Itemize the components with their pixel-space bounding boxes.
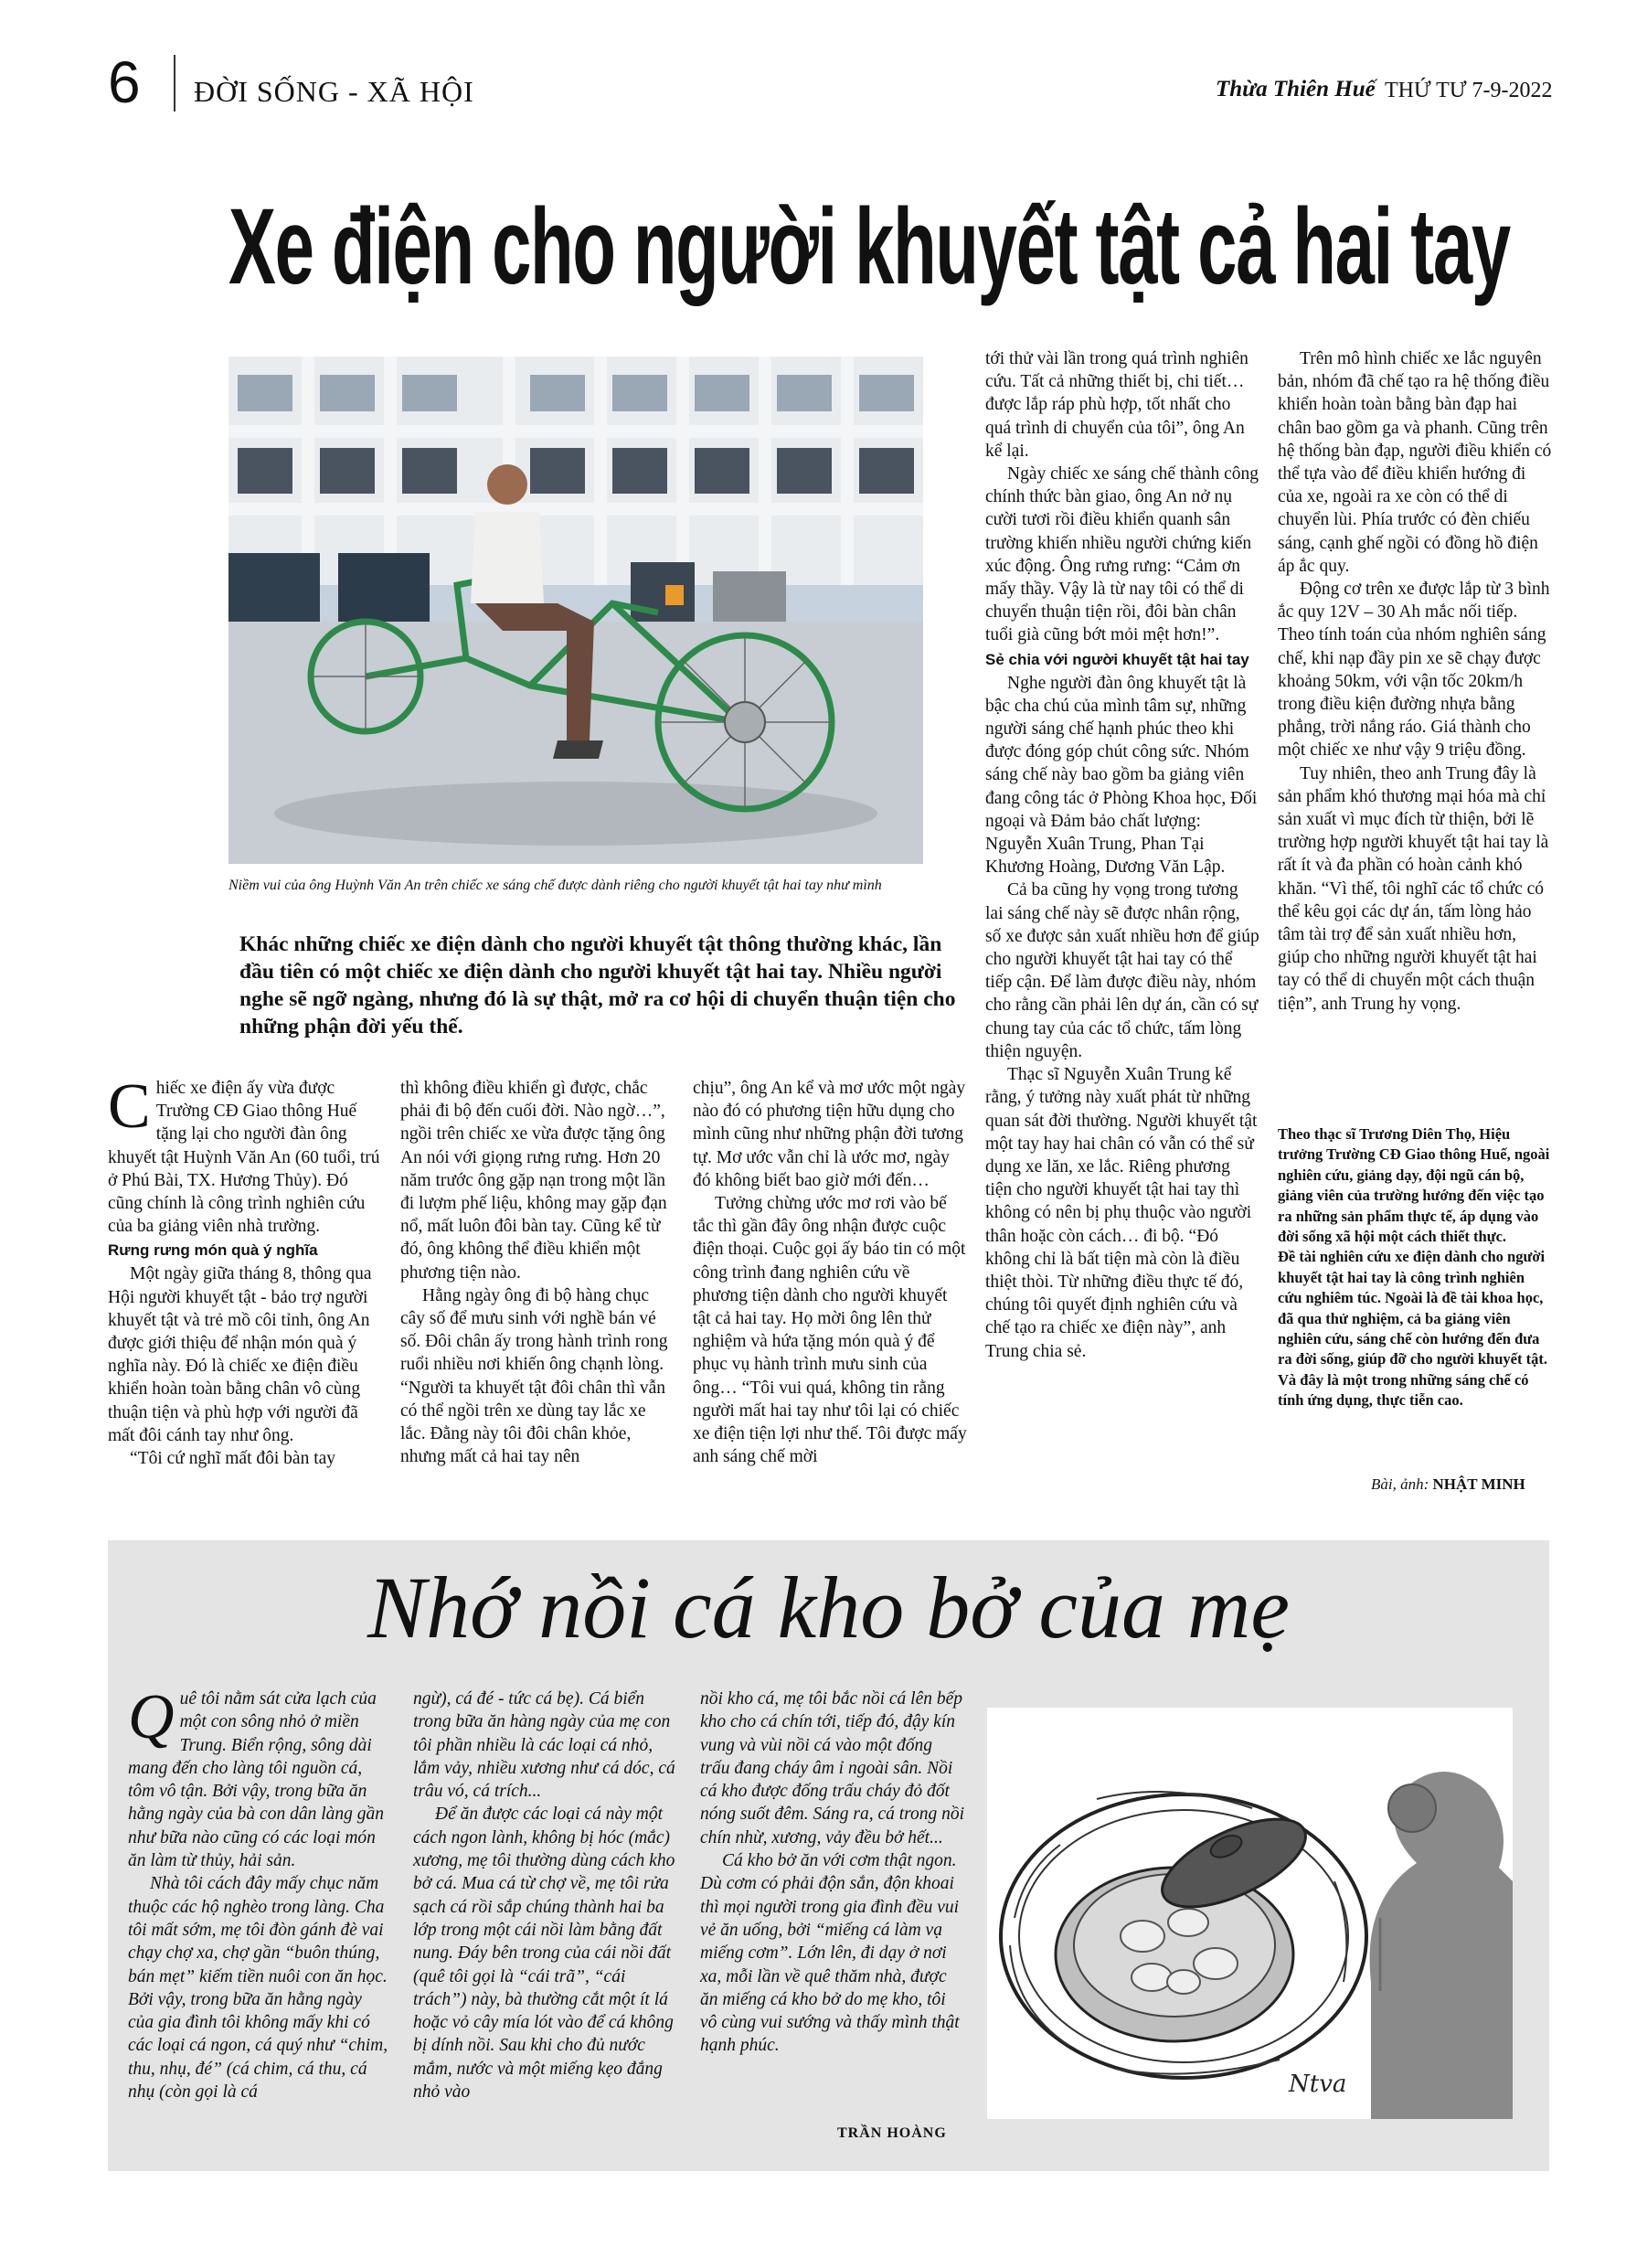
header-divider xyxy=(174,55,175,112)
paragraph: chịu”, ông An kể và mơ ước một ngày nào đó có phương tiện hữu dụng cho mình cũng như những phận đời tương tự. Mơ ước vẫn chỉ là ước mơ, ngày đó không biết bao giờ mới đến… xyxy=(693,1079,966,1190)
dropcap: C xyxy=(108,1071,151,1142)
paragraph: Tuy nhiên, theo anh Trung đây là sản phẩm khó thương mại hóa mà chỉ sản xuất vì mục đích từ thiện, bởi lẽ trường hợp người khuyết tật hai tay là rất ít và đa phần có hoàn cảnh khó khăn. “Vì thế, tôi nghĩ các tổ chức có thể kêu gọi các dự án, tấm lòng hảo tâm tài trợ để sản xuất nhiều hơn, giúp cho những người khuyết tật hai tay có thể di chuyển một cách thuận tiện”, anh Trung hy vọng. xyxy=(1278,763,1549,1014)
article-byline xyxy=(1371,1475,1525,1494)
fish-pot-illustration xyxy=(987,1708,1513,2119)
paragraph: Đề tài nghiên cứu xe điện dành cho người khuyết tật hai tay là công trình nghiên cứu nghiêm túc. Ngoài là đề tài khoa học, đã qua thử nghiệm, cả ba giảng viên nghiên cứu, sáng chế còn hướng đến đưa ra đời sống, giúp đỡ cho người khuyết tật. Và đây là một trong những sáng chế có tính ứng dụng, thực tiễn cao. xyxy=(1278,1248,1547,1410)
article1-column-4 xyxy=(985,347,1259,1363)
article2-column-2 xyxy=(413,1688,678,2103)
illustration-signature: Ntva xyxy=(1289,2071,1347,2098)
article-headline: Xe điện cho người khuyết tật cả hai tay xyxy=(228,186,1510,307)
paragraph: “Tôi cứ nghĩ mất đôi bàn tay xyxy=(130,1449,336,1469)
paragraph: hiếc xe điện ấy vừa được Trường CĐ Giao thông Huế tặng lại cho người đàn ông khuyết tật Huỳnh Văn An (60 tuổi, trú ở Phú Bài, TX. Hương Thủy). Đó cũng chính là công trình nghiên cứu của ba giảng viên nhà trường. xyxy=(108,1079,380,1237)
page-number: 6 xyxy=(108,49,141,115)
paragraph: Nhà tôi cách đây mấy chục năm thuộc các hộ nghèo trong làng. Cha tôi mất sớm, mẹ tôi đòn gánh đè vai chạy chợ xa, chợ gần “buôn thúng, bán mẹt” kiếm tiền nuôi con ăn học. Bởi vậy, trong bữa ăn hằng ngày của gia đình tôi không mấy khi có các loại cá ngon, cá quý như “chim, thu, nhụ, đé” (cá chim, cá thu, cá nhụ (còn gọi là cá xyxy=(128,1874,388,2103)
paragraph: Thạc sĩ Nguyễn Xuân Trung kể rằng, ý tưởng này xuất phát từ những quan sát đời thường. Người khuyết tật một tay hay hai chân có vẫn có thể sử dụng xe lăn, xe lắc. Riêng phương tiện cho người khuyết tật hai tay thì không có nên bị phụ thuộc vào người thân hoặc còn cách… đi bộ. “Đó không chỉ là bất tiện mà còn là điều thiệt thòi. Từ những điều thực tế đó, chúng tôi quyết định nghiên cứu và chế tạo ra chiếc xe điện này”, anh Trung chia sẻ. xyxy=(985,1065,1258,1361)
sidebar-box xyxy=(1278,1124,1552,1411)
feature-title: Nhớ nồi cá kho bở của mẹ xyxy=(367,1559,1290,1656)
photo-caption: Niềm vui của ông Huỳnh Văn An trên chiếc xe sáng chế được dành riêng cho người khuyết tật hai tay như mình xyxy=(228,878,882,893)
paragraph: nồi kho cá, mẹ tôi bắc nồi cá lên bếp kho cho cá chín tới, tiếp đó, đậy kín vung và vùi nồi cá vào một đống trấu đang cháy âm ỉ ngoài sân. Nồi cá kho được đống trấu cháy đỏ đốt nóng suốt đêm. Sáng ra, cá trong nồi chín nhừ, xương, vảy đều bở hết... xyxy=(700,1689,965,1847)
paragraph: thì không điều khiển gì được, chắc phải đi bộ đến cuối đời. Nào ngờ…”, ngồi trên chiếc xe vừa được tặng ông An nói với giọng rưng rưng. Hơn 20 năm trước ông gặp nạn trong một lần đi lượm phế liệu, không may gặp đạn nổ, mất luôn đôi bàn tay. Cũng kể từ đó, ông không thể điều khiển một phương tiện nào. xyxy=(400,1079,667,1283)
paragraph: Một ngày giữa tháng 8, thông qua Hội người khuyết tật - bảo trợ người khuyết tật và trẻ mồ côi tỉnh, ông An được giới thiệu để nhận món quà ý nghĩa này. Đó là chiếc xe điện điều khiển hoàn toàn bằng chân vô cùng thuận tiện và phù hợp với người đã mất đôi cánh tay như ông. xyxy=(108,1264,372,1445)
issue-date: THỨ TƯ 7-9-2022 xyxy=(1385,79,1553,102)
article2-column-1 xyxy=(128,1682,391,2103)
article-photo xyxy=(228,357,923,864)
article2-column-3 xyxy=(700,1688,965,2058)
subheading: Sẻ chia với người khuyết tật hai tay xyxy=(985,650,1249,668)
paragraph: uê tôi nằm sát cửa lạch của một con sông nhỏ ở miền Trung. Biển rộng, sông dài mang đến cho làng tôi nguồn cá, tôm vô tận. Bởi vậy, trong bữa ăn hằng ngày của bà con dân làng gần như bữa nào cũng có các loại món ăn làm từ thủy, hải sản. xyxy=(128,1689,385,1871)
article1-column-2 xyxy=(400,1077,675,1468)
tricycle-photo-illustration xyxy=(228,357,923,864)
paragraph: Tưởng chừng ước mơ rơi vào bế tắc thì gần đây ông nhận được cuộc điện thoại. Cuộc gọi ấy báo tin có một công trình đang nghiên cứu về phương tiện dành cho người khuyết tật cả hai tay. Họ mời ông lên thử nghiệm và hứa tặng món quà ý để phục vụ hành trình mưu sinh của ông… “Tôi vui quá, không tin rằng người mất hai tay như tôi lại có chiếc xe điện tiện lợi như thế. Tôi được mấy anh sáng chế mời xyxy=(693,1194,967,1467)
article1-column-1 xyxy=(108,1071,382,1470)
paragraph: Trên mô hình chiếc xe lắc nguyên bản, nhóm đã chế tạo ra hệ thống điều khiển hoàn toàn bằng bàn đạp hai chân bao gồm ga và phanh. Cũng trên hệ thống bàn đạp, người điều khiển có thể tựa vào để điều khiển hướng đi của xe, ngoài ra xe còn có thể di chuyển lùi. Phía trước có đèn chiếu sáng, cạnh ghế ngồi có đồng hồ điện áp ắc quy. xyxy=(1278,349,1552,576)
paragraph: Để ăn được các loại cá này một cách ngon lành, không bị hóc (mắc) xương, mẹ tôi thường dùng cách kho bở cá. Mua cá từ chợ về, mẹ tôi rửa sạch cá rồi sắp chúng thành hai ba lớp trong một cái nồi làm bằng đất nung. Đáy bên trong của cái nồi đất (quê tôi gọi là “cái trã”, “cái trách”) này, bà thường cắt một ít lá hoặc vỏ cây mía lót vào để cá không bị dính nồi. Sau khi cho đủ nước mắm, nước và một miếng kẹo đắng nhỏ vào xyxy=(413,1805,675,2103)
newspaper-name: Thừa Thiên Huế xyxy=(1216,77,1376,101)
article1-column-3 xyxy=(693,1077,967,1468)
paragraph: Nghe người đàn ông khuyết tật là bậc cha chú của mình tâm sự, những người sáng chế hạnh phúc theo khi được đóng góp chút công sức. Nhóm sáng chế này bao gồm ba giảng viên đang công tác ở Phòng Khoa học, Đối ngoại và Đảm bảo chất lượng: Nguyễn Xuân Trung, Phan Tại Khương Hoàng, Dương Văn Lập. xyxy=(985,673,1258,878)
byline-name: NHẬT MINH xyxy=(1432,1475,1525,1493)
paragraph: Cả ba cũng hy vọng trong tương lai sáng chế này sẽ được nhân rộng, số xe được sản xuất nhiều hơn để giúp cho người khuyết tật hai tay có thể tiếp cận. Để làm được điều này, nhóm cho rằng cần phải lên dự án, cần có sự chung tay của các tổ chức, tấm lòng thiện nguyện. xyxy=(985,880,1259,1061)
paragraph: tới thử vài lần trong quá trình nghiên cứu. Tất cả những thiết bị, chi tiết… được lắp ráp phù hợp, tốt nhất cho quá trình di chuyển của tôi”, ông An kể lại. xyxy=(985,349,1249,461)
paragraph: Hằng ngày ông đi bộ hàng chục cây số để mưu sinh với nghề bán vé số. Đôi chân ấy trong hành trình rong ruổi nhiều nơi khiến ông chạnh lòng. “Người ta khuyết tật đôi chân thì vẫn có thể ngồi trên xe dùng tay lắc xe lắc. Đằng này tôi đôi chân khỏe, nhưng mất cả hai tay nên xyxy=(400,1285,668,1467)
paragraph: Ngày chiếc xe sáng chế thành công chính thức bàn giao, ông An nở nụ cười tươi rồi điều khiển quanh sân trường khiến nhiều người chứng kiến xúc động. Ông rưng rưng: “Cảm ơn mấy thầy. Vậy là từ nay tôi có thể di chuyển thuận tiện rồi, đôi bàn chân tuổi già cũng bớt mỏi mệt hơn!”. xyxy=(985,464,1259,645)
article-lead: Khác những chiếc xe điện dành cho người khuyết tật thông thường khác, lần đầu tiên có một chiếc xe điện dành cho người khuyết tật hai tay. Nhiều người nghe sẽ ngỡ ngàng, nhưng đó là sự thật, mở ra cơ hội di chuyển thuận tiện cho những phận đời yếu thế. xyxy=(239,932,956,1038)
feature-byline: TRẦN HOÀNG xyxy=(837,2125,947,2141)
dropcap: Q xyxy=(128,1682,175,1752)
paragraph: Động cơ trên xe được lắp từ 3 bình ắc quy 12V – 30 Ah mắc nối tiếp. Theo tính toán của nhóm nghiên sáng chế, khi nạp đầy pin xe sẽ chạy được khoảng 50km, với vận tốc 20km/h trong điều kiện đường nhựa bằng phẳng, trời nắng ráo. Giá thành cho một chiếc xe như vậy 9 triệu đồng. xyxy=(1278,580,1550,761)
byline-label: Bài, ảnh: xyxy=(1371,1475,1429,1493)
paragraph: Cá kho bở ăn với cơm thật ngon. Dù cơm có phải độn sắn, độn khoai thì mọi người trong gia đình đều vui vẻ ăn uống, bởi “miếng cá làm vạ miếng cơm”. Lớn lên, đi dạy ở nơi xa, mỗi lần về quê thăm nhà, được ăn miếng cá kho bở do mẹ kho, tôi vô cùng vui sướng và thấy mình thật hạnh phúc. xyxy=(700,1851,960,2056)
article1-column-5 xyxy=(1278,347,1552,1016)
section-title: ĐỜI SỐNG - XÃ HỘI xyxy=(194,75,474,108)
paragraph: ngừ), cá đé - tức cá bẹ). Cá biển trong bữa ăn hàng ngày của mẹ con tôi phần nhiều là các loại cá nhỏ, lắm vảy, nhiều xương như cá dóc, cá trâu vó, cá trích... xyxy=(413,1689,675,1802)
paragraph: Theo thạc sĩ Trương Diên Thọ, Hiệu trưởng Trường CĐ Giao thông Huế, ngoài nghiên cứu, giảng dạy, đội ngũ cán bộ, giảng viên của trường hướng đến việc tạo ra những sản phẩm thực tế, áp dụng vào đời sống xã hội một cách thiết thực. xyxy=(1278,1125,1550,1246)
subheading: Rưng rưng món quà ý nghĩa xyxy=(108,1241,318,1260)
